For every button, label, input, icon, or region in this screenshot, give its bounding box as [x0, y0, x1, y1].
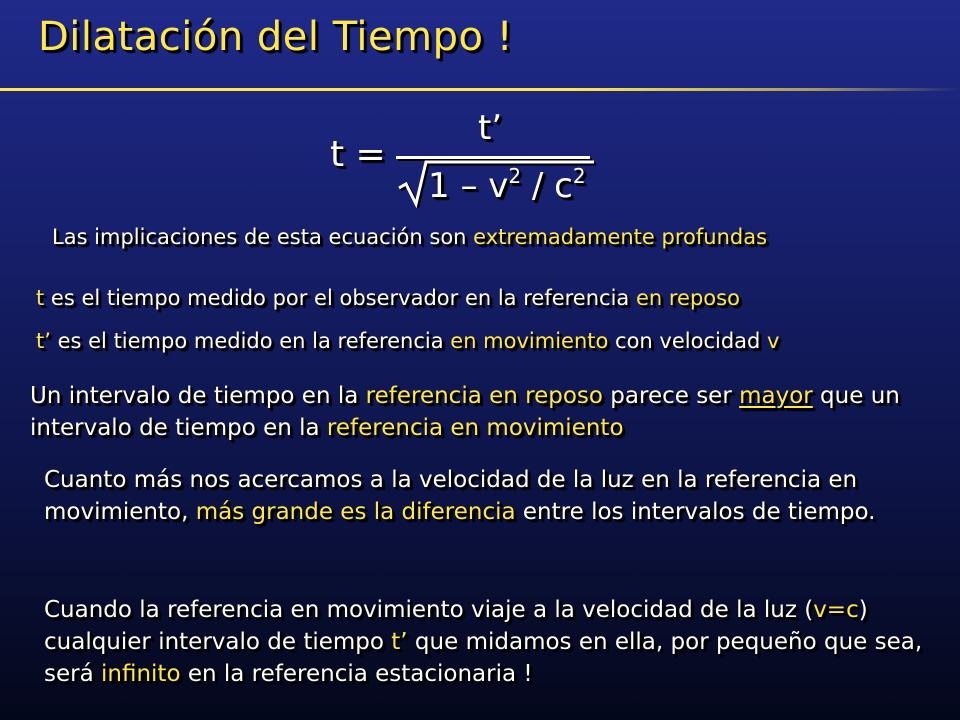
p2-highlight: más grande es la diferencia [195, 499, 516, 525]
exponent-v: 2 [508, 164, 522, 188]
t-definition-highlight: en reposo [635, 286, 740, 310]
fraction-bar [396, 156, 590, 159]
p3-highlight-infinito: infinito [101, 661, 181, 687]
p3-text-g: en la referencia estacionaria ! [180, 661, 533, 687]
formula-denominator [396, 160, 596, 208]
tprime-symbol: t’ [36, 329, 51, 353]
p3-text-e: que midamos en ella, por pequeño que sea, será [44, 629, 923, 687]
paragraph-infinite-interval [44, 594, 944, 690]
radicand [428, 164, 586, 206]
tprime-definition-text: es el tiempo medido en la referencia [50, 329, 451, 353]
p1-text-c: parece ser [602, 383, 740, 409]
paragraph-interval-comparison [30, 380, 940, 444]
tprime-definition-text-2: con velocidad [608, 329, 768, 353]
tprime-definition-highlight: en movimiento [450, 329, 609, 353]
velocity-symbol: v [767, 329, 780, 353]
implications-highlight: extremadamente profundas [473, 225, 768, 249]
formula-numerator: t’ [478, 108, 503, 148]
p3-text-c: ) cualquier intervalo de tiempo [44, 597, 868, 655]
paragraph-speed-of-light [44, 464, 924, 528]
time-dilation-formula [300, 108, 620, 208]
implications-line [52, 225, 767, 249]
p2-text-c: entre los intervalos de tiempo. [515, 499, 876, 525]
p3-highlight-tprime: t’ [391, 629, 408, 655]
tprime-definition-line [36, 329, 779, 353]
p3-text-a: Cuando la referencia en movimiento viaje a la velocidad de la luz ( [44, 597, 814, 623]
p1-text-a: Un intervalo de tiempo en la [30, 383, 366, 409]
exponent-c: 2 [572, 164, 586, 188]
t-definition-line [36, 286, 740, 310]
p1-highlight-moving-frame: referencia en movimiento [326, 415, 624, 441]
title-divider [0, 88, 960, 91]
p1-highlight-rest-frame: referencia en reposo [365, 383, 603, 409]
p1-text-e: que un intervalo de tiempo en la [30, 383, 900, 441]
formula-lhs: t = [330, 134, 386, 175]
implications-text: Las implicaciones de esta ecuación son [52, 225, 474, 249]
t-definition-text: es el tiempo medido por el observador en la referencia [44, 286, 636, 310]
radicand-part-2: / c [521, 166, 573, 206]
p1-highlight-mayor: mayor [739, 383, 813, 409]
p2-text-a: Cuanto más nos acercamos a la velocidad de la luz en la referencia en movimiento, [44, 467, 858, 525]
p3-highlight-v-equals-c: v=c [813, 597, 859, 623]
t-symbol: t [36, 286, 45, 310]
slide-title: Dilatación del Tiempo ! [38, 14, 514, 60]
radicand-part-1: 1 – v [428, 166, 509, 206]
